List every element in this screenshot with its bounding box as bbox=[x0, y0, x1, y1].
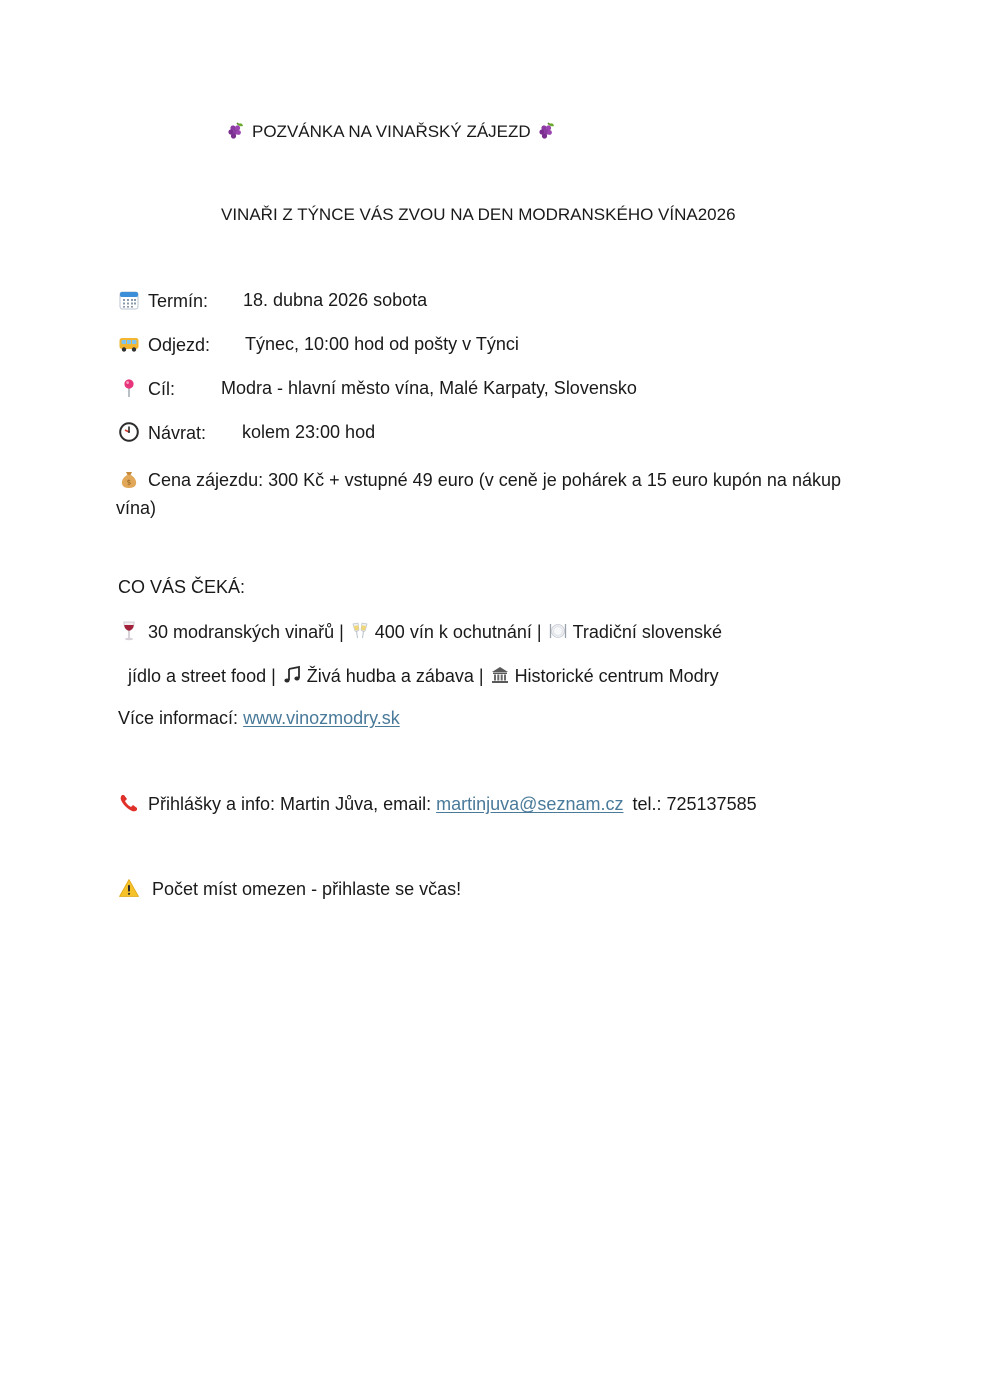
calendar-icon bbox=[118, 289, 140, 311]
item-music: Živá hudba a zábava | bbox=[306, 666, 484, 686]
contact-label: Přihlášky a info: Martin Jůva, email: bbox=[148, 794, 432, 814]
detail-departure bbox=[118, 333, 519, 356]
warning-line bbox=[118, 877, 461, 900]
detail-term bbox=[118, 289, 428, 312]
item-wines: 400 vín k ochutnání | bbox=[374, 622, 542, 642]
departure-value: Týnec, 10:00 hod od pošty v Týnci bbox=[245, 334, 519, 354]
what-awaits-heading: CO VÁS ČEKÁ: bbox=[118, 577, 246, 597]
contact-phone: tel.: 725137585 bbox=[632, 794, 757, 814]
return-value: kolem 23:00 hod bbox=[242, 422, 376, 442]
wine-glass-icon bbox=[118, 620, 140, 642]
departure-label: Odjezd: bbox=[148, 335, 211, 355]
item-food-a: Tradiční slovenské bbox=[572, 622, 722, 642]
invitation-title bbox=[220, 121, 563, 143]
contact-line bbox=[118, 792, 757, 815]
svg-text:$: $ bbox=[126, 478, 132, 487]
contact-email-link[interactable]: martinjuva@seznam.cz bbox=[436, 794, 624, 814]
more-info-link[interactable]: www.vinozmodry.sk bbox=[243, 708, 400, 728]
item-historic-center: Historické centrum Modry bbox=[514, 666, 719, 686]
what-awaits-line-1 bbox=[118, 620, 722, 643]
grapes-icon bbox=[537, 121, 557, 141]
clock-icon bbox=[118, 421, 140, 443]
warning-icon bbox=[118, 877, 140, 899]
term-value: 18. dubna 2026 sobota bbox=[243, 290, 428, 310]
detail-price bbox=[116, 466, 876, 522]
detail-destination bbox=[118, 377, 637, 400]
bus-icon bbox=[118, 333, 140, 355]
pin-icon bbox=[118, 377, 140, 399]
price-text: Cena zájezdu: 300 Kč + vstupné 49 euro (v ceně je pohárek a 15 euro kupón na nákup vína) bbox=[116, 470, 841, 518]
item-winemakers: 30 modranských vinařů | bbox=[148, 622, 344, 642]
title-text: POZVÁNKA NA VINAŘSKÝ ZÁJEZD bbox=[252, 122, 531, 141]
money-bag-icon bbox=[118, 468, 140, 490]
term-label: Termín: bbox=[148, 291, 209, 311]
telephone-icon bbox=[118, 792, 140, 814]
detail-return bbox=[118, 421, 376, 444]
invitation-subtitle: VINAŘI Z TÝNCE VÁS ZVOU NA DEN MODRANSKÉHO VÍNA2026 bbox=[221, 205, 736, 224]
destination-label: Cíl: bbox=[148, 379, 175, 399]
clinking-glasses-icon bbox=[350, 621, 370, 641]
classical-building-icon bbox=[490, 665, 510, 685]
what-awaits-line-2 bbox=[128, 665, 719, 687]
music-notes-icon bbox=[282, 665, 302, 685]
return-label: Návrat: bbox=[148, 423, 207, 443]
item-food-b: jídlo a street food | bbox=[128, 666, 276, 686]
plate-icon bbox=[548, 621, 568, 641]
destination-value: Modra - hlavní město vína, Malé Karpaty, Slovensko bbox=[221, 378, 637, 398]
warning-text: Počet míst omezen - přihlaste se včas! bbox=[152, 879, 462, 899]
more-info bbox=[118, 707, 400, 729]
more-info-label: Více informací: bbox=[118, 708, 239, 728]
grapes-icon bbox=[226, 121, 246, 141]
